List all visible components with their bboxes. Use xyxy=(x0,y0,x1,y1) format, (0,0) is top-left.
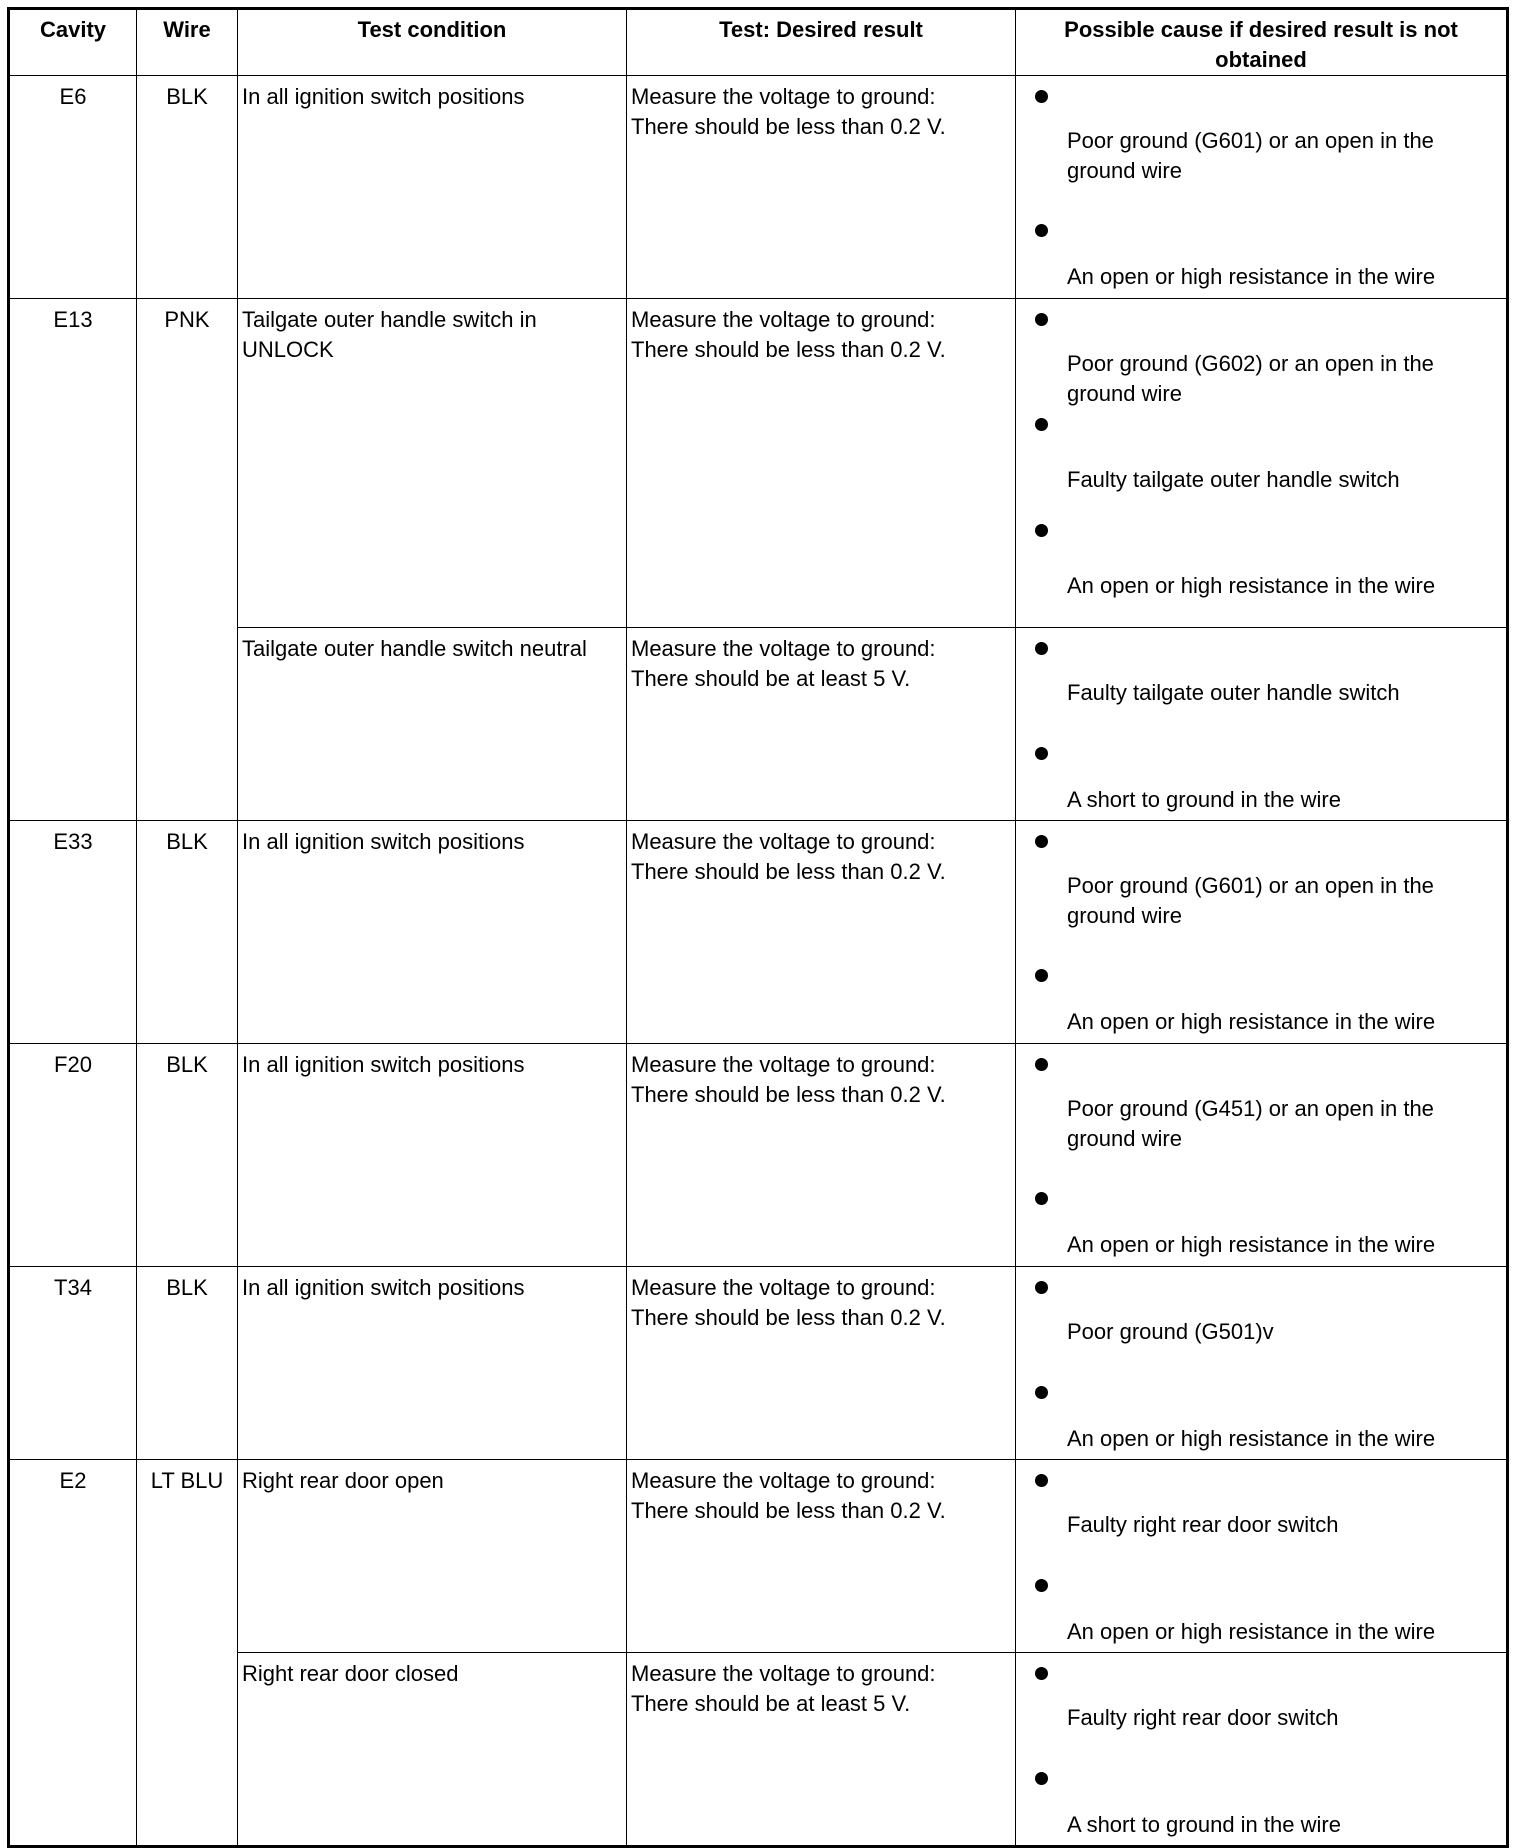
header-desired-result: Test: Desired result xyxy=(627,9,1016,76)
possible-cause-item: An open or high resistance in the wire xyxy=(1067,1232,1436,1257)
table-row xyxy=(9,1460,1508,1653)
desired-result-line: Measure the voltage to ground: xyxy=(631,84,936,109)
test-condition-cell: Right rear door open xyxy=(238,1460,627,1653)
cavity-cell: E13 xyxy=(9,299,137,821)
desired-result-line: There should be less than 0.2 V. xyxy=(631,1305,946,1330)
desired-result-cell xyxy=(627,1044,1016,1267)
bullet-icon xyxy=(1035,642,1048,655)
bullet-icon xyxy=(1035,1281,1048,1294)
possible-cause-item: Faulty tailgate outer handle switch xyxy=(1067,467,1400,492)
desired-result-cell xyxy=(627,1267,1016,1460)
test-condition-cell: Tailgate outer handle switch in UNLOCK xyxy=(238,299,627,628)
bullet-icon xyxy=(1035,224,1048,237)
desired-result-line: There should be less than 0.2 V. xyxy=(631,1082,946,1107)
diagnostic-table xyxy=(7,7,1509,1848)
test-condition-cell: In all ignition switch positions xyxy=(238,1044,627,1267)
wire-cell: BLK xyxy=(137,1044,238,1267)
bullet-icon xyxy=(1035,969,1048,982)
possible-cause-item: Poor ground (G601) or an open in the ground wire xyxy=(1067,873,1434,928)
test-condition-cell: In all ignition switch positions xyxy=(238,76,627,299)
desired-result-line: There should be less than 0.2 V. xyxy=(631,337,946,362)
possible-cause-item: An open or high resistance in the wire xyxy=(1067,1009,1436,1034)
desired-result-line: Measure the voltage to ground: xyxy=(631,1468,936,1493)
cavity-cell: E6 xyxy=(9,76,137,299)
header-possible-cause: Possible cause if desired result is not obtained xyxy=(1016,9,1508,76)
cavity-cell: F20 xyxy=(9,1044,137,1267)
possible-cause-item: An open or high resistance in the wire xyxy=(1067,264,1436,289)
bullet-icon xyxy=(1035,1192,1048,1205)
wire-cell: BLK xyxy=(137,76,238,299)
table-row xyxy=(9,1044,1508,1267)
bullet-icon xyxy=(1035,747,1048,760)
possible-cause-cell xyxy=(1016,1044,1508,1267)
bullet-icon xyxy=(1035,1386,1048,1399)
bullet-icon xyxy=(1035,418,1048,431)
desired-result-line: Measure the voltage to ground: xyxy=(631,307,936,332)
wire-cell: PNK xyxy=(137,299,238,821)
table-row xyxy=(9,76,1508,299)
possible-cause-cell xyxy=(1016,76,1508,299)
possible-cause-item: A short to ground in the wire xyxy=(1067,1812,1341,1837)
header-row xyxy=(9,9,1508,76)
desired-result-line: There should be less than 0.2 V. xyxy=(631,859,946,884)
desired-result-line: There should be less than 0.2 V. xyxy=(631,1498,946,1523)
possible-cause-item: An open or high resistance in the wire xyxy=(1067,573,1436,598)
header-cavity: Cavity xyxy=(9,9,137,76)
test-condition-cell: Tailgate outer handle switch neutral xyxy=(238,628,627,821)
possible-cause-item: Poor ground (G602) or an open in the ground wire xyxy=(1067,351,1434,406)
header-test-condition: Test condition xyxy=(238,9,627,76)
table-body xyxy=(9,76,1508,1847)
bullet-icon xyxy=(1035,313,1048,326)
desired-result-line: Measure the voltage to ground: xyxy=(631,1275,936,1300)
desired-result-line: Measure the voltage to ground: xyxy=(631,1052,936,1077)
test-condition-cell: In all ignition switch positions xyxy=(238,1267,627,1460)
possible-cause-item: An open or high resistance in the wire xyxy=(1067,1619,1436,1644)
bullet-icon xyxy=(1035,524,1048,537)
possible-cause-cell xyxy=(1016,821,1508,1044)
possible-cause-cell xyxy=(1016,1653,1508,1847)
possible-cause-item: Faulty right rear door switch xyxy=(1067,1512,1339,1537)
table-row xyxy=(9,821,1508,1044)
desired-result-cell xyxy=(627,628,1016,821)
possible-cause-item: An open or high resistance in the wire xyxy=(1067,1426,1436,1451)
possible-cause-item: Poor ground (G601) or an open in the ground wire xyxy=(1067,128,1434,183)
desired-result-line: There should be at least 5 V. xyxy=(631,1691,911,1716)
possible-cause-item: Faulty tailgate outer handle switch xyxy=(1067,680,1400,705)
desired-result-cell xyxy=(627,1460,1016,1653)
possible-cause-cell xyxy=(1016,1267,1508,1460)
bullet-icon xyxy=(1035,1772,1048,1785)
table-row xyxy=(9,299,1508,628)
wire-cell: BLK xyxy=(137,821,238,1044)
desired-result-cell xyxy=(627,299,1016,628)
possible-cause-item: Poor ground (G501)v xyxy=(1067,1319,1274,1344)
test-condition-cell: In all ignition switch positions xyxy=(238,821,627,1044)
bullet-icon xyxy=(1035,1058,1048,1071)
desired-result-cell xyxy=(627,1653,1016,1847)
possible-cause-cell xyxy=(1016,1460,1508,1653)
desired-result-line: Measure the voltage to ground: xyxy=(631,636,936,661)
desired-result-line: Measure the voltage to ground: xyxy=(631,829,936,854)
bullet-icon xyxy=(1035,1579,1048,1592)
desired-result-line: There should be at least 5 V. xyxy=(631,666,911,691)
desired-result-line: There should be less than 0.2 V. xyxy=(631,114,946,139)
header-wire: Wire xyxy=(137,9,238,76)
cavity-cell: E2 xyxy=(9,1460,137,1847)
test-condition-cell: Right rear door closed xyxy=(238,1653,627,1847)
bullet-icon xyxy=(1035,1667,1048,1680)
cavity-cell: E33 xyxy=(9,821,137,1044)
possible-cause-item: A short to ground in the wire xyxy=(1067,787,1341,812)
possible-cause-cell xyxy=(1016,299,1508,628)
table-row xyxy=(9,1267,1508,1460)
desired-result-cell xyxy=(627,76,1016,299)
diagnostic-table-document xyxy=(7,7,1509,1848)
desired-result-cell xyxy=(627,821,1016,1044)
cavity-cell: T34 xyxy=(9,1267,137,1460)
bullet-icon xyxy=(1035,90,1048,103)
possible-cause-cell xyxy=(1016,628,1508,821)
wire-cell: BLK xyxy=(137,1267,238,1460)
possible-cause-item: Faulty right rear door switch xyxy=(1067,1705,1339,1730)
bullet-icon xyxy=(1035,835,1048,848)
possible-cause-item: Poor ground (G451) or an open in the ground wire xyxy=(1067,1096,1434,1151)
bullet-icon xyxy=(1035,1474,1048,1487)
wire-cell: LT BLU xyxy=(137,1460,238,1847)
desired-result-line: Measure the voltage to ground: xyxy=(631,1661,936,1686)
